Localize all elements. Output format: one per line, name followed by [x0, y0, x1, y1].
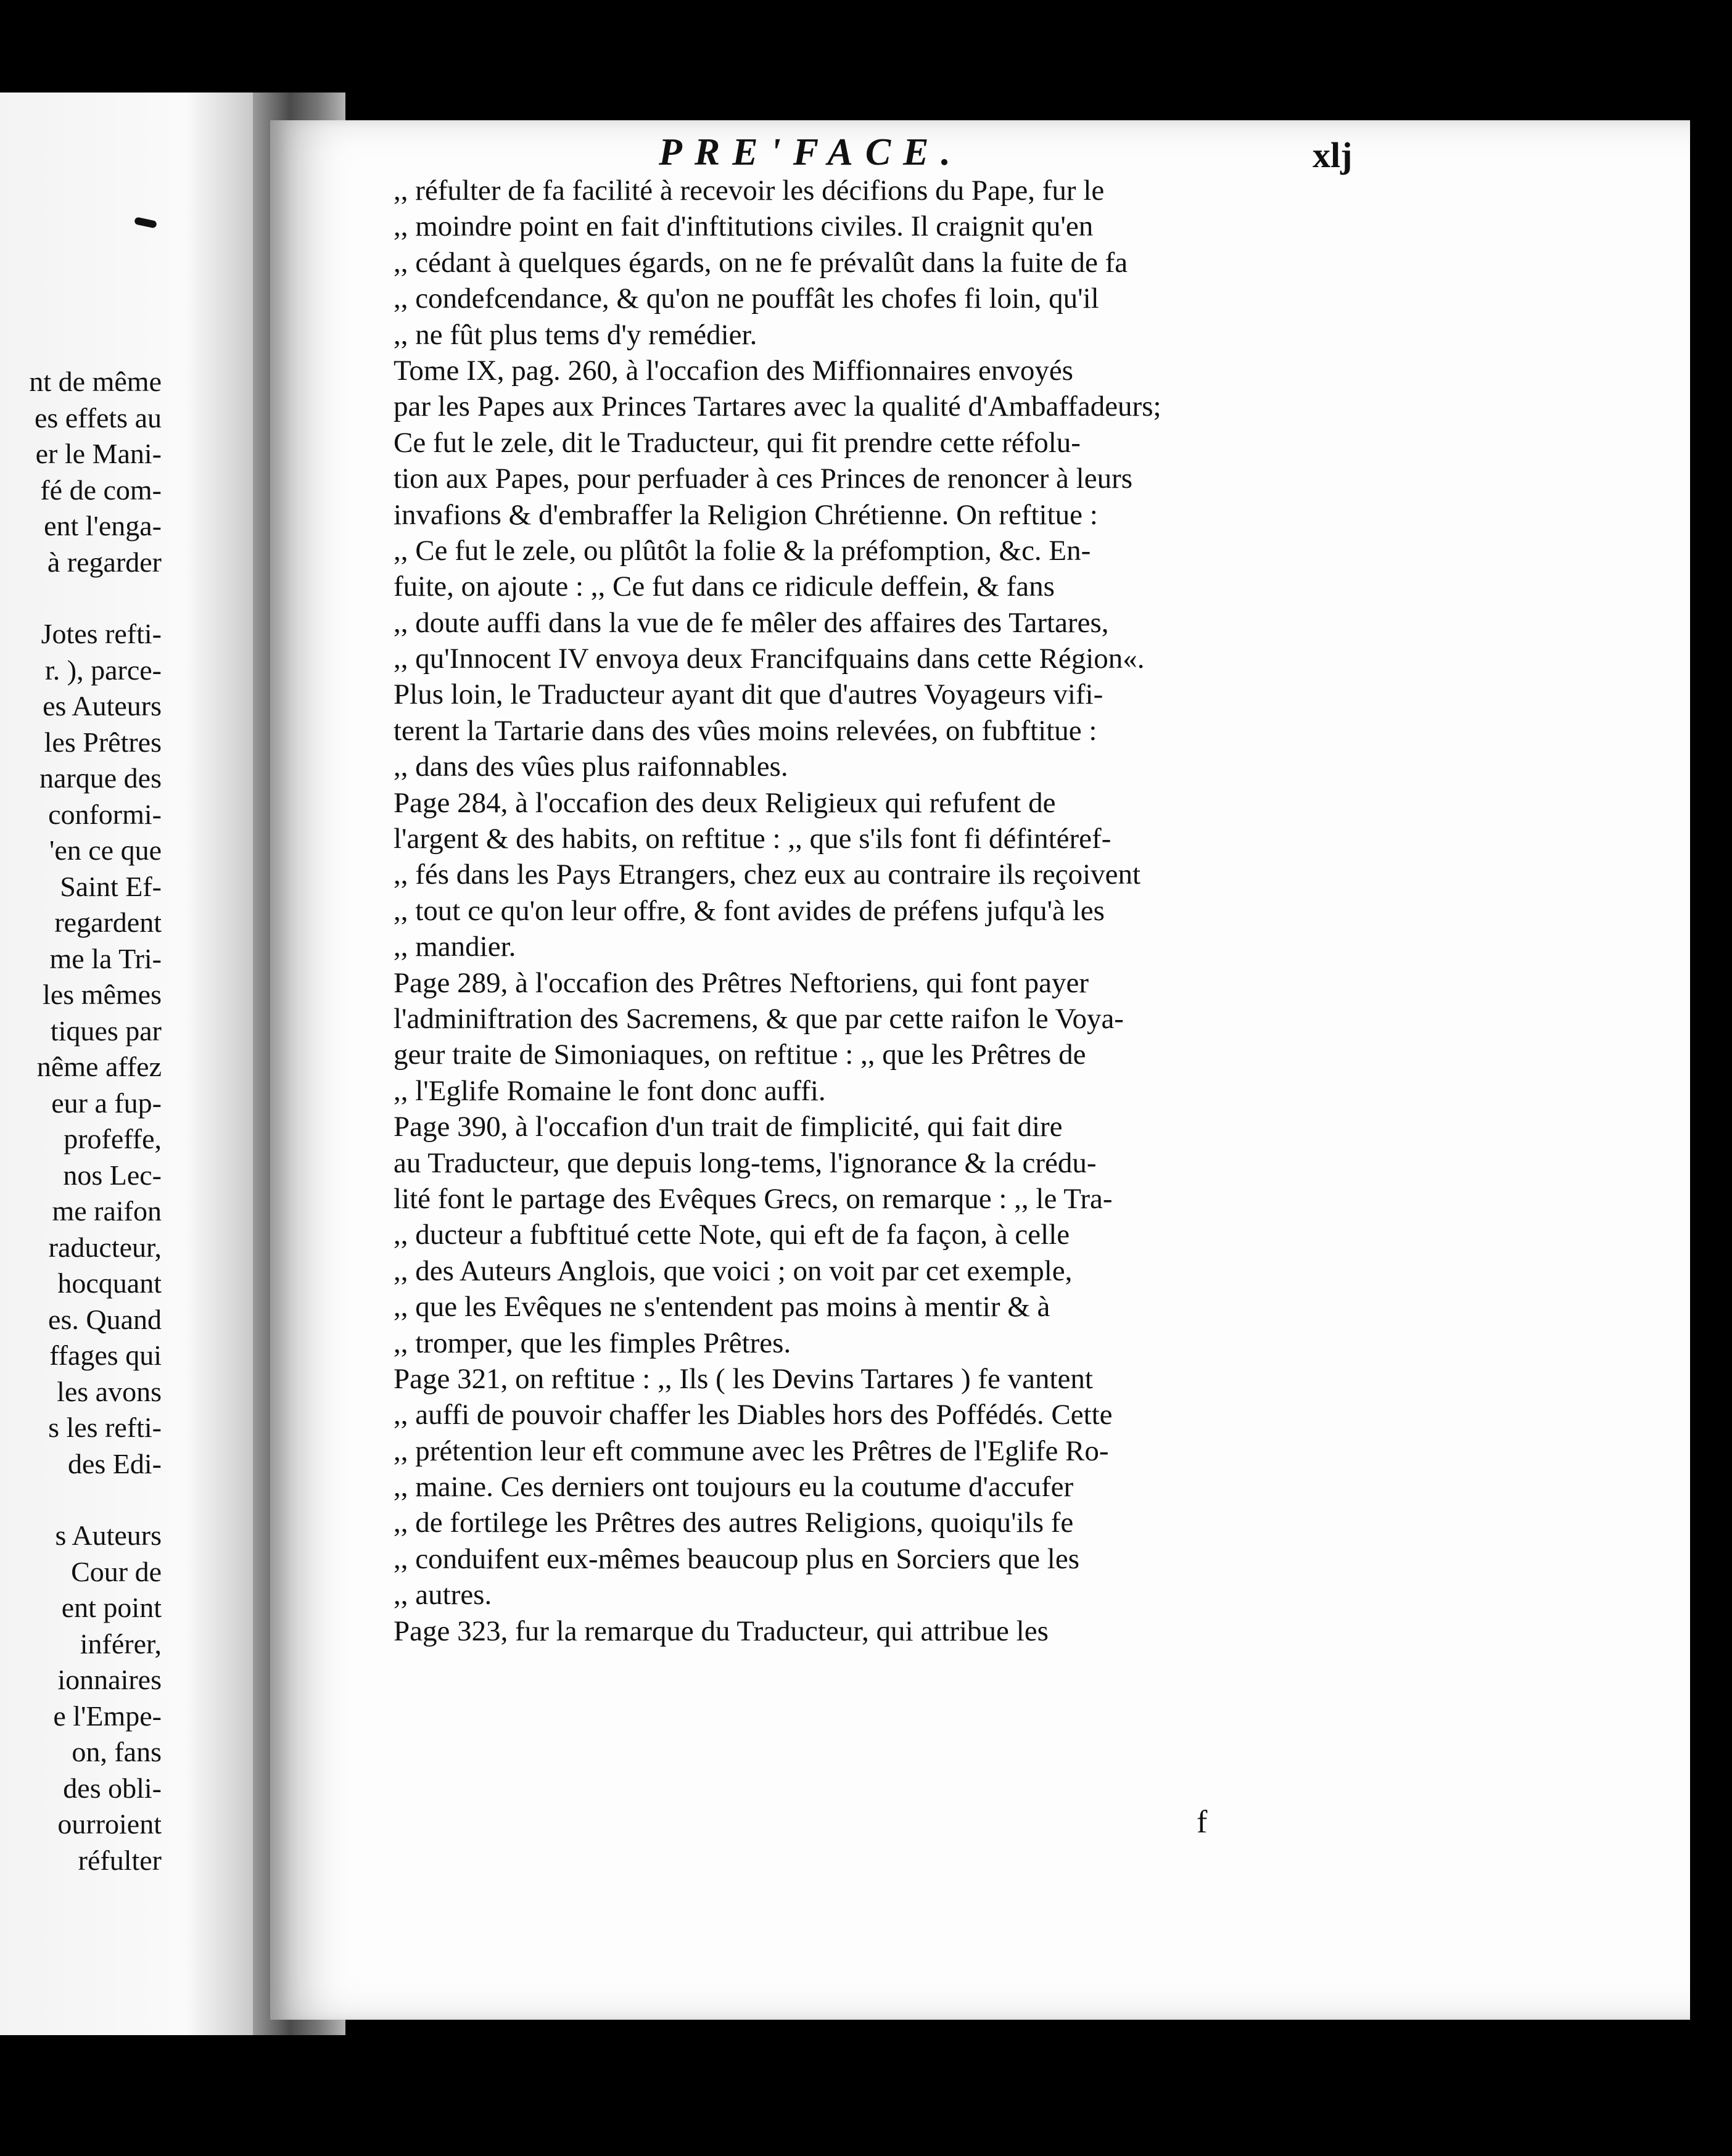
text-line: ,, ducteur a fubftitué cette Note, qui eft de fa façon, à celle: [394, 1219, 1070, 1251]
left-page-line: les avons: [57, 1375, 162, 1407]
text-line: Ce fut le zele, dit le Traducteur, qui fit prendre cette réfolu-: [394, 426, 1081, 459]
left-page-line: tiques par: [50, 1014, 162, 1047]
text-line: ,, autres.: [394, 1579, 492, 1611]
text-line: ,, dans des vûes plus raifonnables.: [394, 751, 788, 783]
text-line: ,, tromper, que les fimples Prêtres.: [394, 1327, 791, 1359]
text-line: ,, cédant à quelques égards, on ne fe prévalût dans la fuite de fa: [394, 246, 1128, 279]
left-page-line: 'en ce que: [49, 834, 162, 866]
text-line: ,, réfulter de fa facilité à recevoir les décifions du Pape, fur le: [394, 175, 1105, 207]
left-page-line: ent l'enga-: [44, 510, 162, 541]
left-page-gap: [0, 1482, 265, 1518]
text-line: l'argent & des habits, on reftitue : ,, que s'ils font fi défintéref-: [394, 823, 1111, 855]
left-page-line: ourroient: [57, 1808, 162, 1840]
text-line: ,, que les Evêques ne s'entendent pas moins à mentir & à: [394, 1291, 1050, 1323]
left-page-line: à regarder: [47, 546, 162, 578]
text-line: ,, fés dans les Pays Etrangers, chez eux au contraire ils reçoivent: [394, 858, 1141, 891]
text-line: Page 289, à l'occafion des Prêtres Neftoriens, qui font payer: [394, 966, 1089, 999]
left-page-line: es. Quand: [48, 1303, 162, 1335]
text-line: l'adminiftration des Sacremens, & que par cette raifon le Voya-: [394, 1002, 1124, 1035]
left-page-line: des Edi-: [67, 1447, 162, 1479]
text-line: tion aux Papes, pour perfuader à ces Princes de renoncer à leurs: [394, 463, 1133, 495]
left-page-line: fé de com-: [40, 474, 162, 506]
text-line: invafions & d'embraffer la Religion Chrétienne. On reftitue :: [394, 498, 1098, 531]
text-line: lité font le partage des Evêques Grecs, on remarque : ,, le Tra-: [394, 1182, 1113, 1215]
left-page-line: Jotes refti-: [41, 618, 162, 649]
left-page-line: on, fans: [72, 1736, 162, 1767]
text-line: ,, prétention leur eft commune avec les Prêtres de l'Eglife Ro-: [394, 1434, 1109, 1467]
ink-mark: [134, 216, 157, 228]
left-page-line: me raifon: [52, 1195, 162, 1227]
left-page-line: ionnaires: [57, 1664, 162, 1695]
running-title: PRE'FACE.: [659, 131, 963, 173]
left-page-line: e l'Empe-: [53, 1700, 162, 1732]
left-page-line: des obli-: [63, 1772, 162, 1804]
text-line: Page 323, fur la remarque du Traducteur, qui attribue les: [394, 1615, 1049, 1647]
signature-mark: f: [1197, 1804, 1208, 1840]
text-line: au Traducteur, que depuis long-tems, l'ignorance & la crédu-: [394, 1146, 1097, 1179]
text-line: ,, qu'Innocent IV envoya deux Francifquains dans cette Région«.: [394, 643, 1145, 675]
left-page-line: regardent: [54, 907, 162, 938]
text-line: ,, maine. Ces derniers ont toujours eu la coutume d'accufer: [394, 1471, 1074, 1504]
left-page: [0, 93, 265, 2035]
text-line: geur traite de Simoniaques, on reftitue : ,, que les Prêtres de: [394, 1039, 1086, 1071]
left-page-line: nt de même: [29, 366, 162, 397]
page-number: xlj: [1313, 135, 1353, 175]
text-line: ,, mandier.: [394, 931, 516, 963]
text-line: ,, l'Eglife Romaine le font donc auffi.: [394, 1074, 826, 1107]
text-line: ,, tout ce qu'on leur offre, & font avides de préfens jufqu'à les: [394, 894, 1105, 927]
text-line: fuite, on ajoute : ,, Ce fut dans ce ridicule deffein, & fans: [394, 570, 1055, 603]
text-line: ,, ne fût plus tems d'y remédier.: [394, 318, 757, 351]
left-page-line: me la Tri-: [49, 942, 162, 974]
text-line: ,, conduifent eux-mêmes beaucoup plus en Sorciers que les: [394, 1542, 1080, 1575]
left-page-line: eur a fup-: [51, 1087, 162, 1119]
left-page-line: nos Lec-: [63, 1159, 162, 1191]
left-page-line: les Prêtres: [44, 726, 162, 758]
text-line: ,, moindre point en fait d'inftitutions civiles. Il craignit qu'en: [394, 210, 1094, 243]
text-line: Plus loin, le Traducteur ayant dit que d'autres Voyageurs vifi-: [394, 678, 1103, 711]
left-page-line: raducteur,: [48, 1231, 162, 1263]
body-text: [394, 173, 1319, 1649]
left-page-line: les mêmes: [43, 979, 162, 1010]
left-page-line: inférer,: [80, 1627, 162, 1660]
text-line: ,, de fortilege les Prêtres des autres Religions, quoiqu'ils fe: [394, 1507, 1074, 1539]
left-page-line: Saint Ef-: [60, 870, 162, 902]
left-page-line: es effets au: [34, 401, 162, 434]
left-page-line: hocquant: [57, 1267, 162, 1299]
left-page-line: nême affez: [36, 1051, 162, 1082]
left-page-line: ent point: [61, 1592, 162, 1623]
left-page-line: s Auteurs: [55, 1520, 162, 1551]
text-line: terent la Tartarie dans des vûes moins relevées, on fubftitue :: [394, 714, 1097, 747]
text-line: ,, condefcendance, & qu'on ne pouffât les chofes fi loin, qu'il: [394, 282, 1099, 315]
left-page-line: r. ), parce-: [45, 654, 162, 686]
left-page-line: ffages qui: [49, 1339, 162, 1371]
text-line: ,, des Auteurs Anglois, que voici ; on voit par cet exemple,: [394, 1254, 1073, 1287]
left-page-line: narque des: [39, 762, 162, 794]
text-line: ,, doute auffi dans la vue de fe mêler des affaires des Tartares,: [394, 606, 1109, 639]
left-page-line: s les refti-: [48, 1412, 162, 1443]
text-line: ,, Ce fut le zele, ou plûtôt la folie & la préfomption, &c. En-: [394, 534, 1091, 567]
left-page-text: [0, 364, 265, 1878]
left-page-gap: [0, 580, 265, 616]
text-line: Page 284, à l'occafion des deux Religieux qui refufent de: [394, 786, 1056, 819]
left-page-line: Cour de: [71, 1555, 162, 1587]
text-line: par les Papes aux Princes Tartares avec la qualité d'Ambaffadeurs;: [394, 390, 1161, 423]
left-page-line: es Auteurs: [43, 690, 162, 722]
text-line: Page 390, à l'occafion d'un trait de fimplicité, qui fait dire: [394, 1111, 1063, 1143]
text-line: Page 321, on reftitue : ,, Ils ( les Devins Tartares ) fe vantent: [394, 1362, 1093, 1395]
left-page-line: conformi-: [48, 798, 162, 830]
left-page-line: profeffe,: [64, 1123, 162, 1154]
text-line: Tome IX, pag. 260, à l'occafion des Miffionnaires envoyés: [394, 354, 1073, 387]
text-line: ,, auffi de pouvoir chaffer les Diables hors des Poffédés. Cette: [394, 1399, 1113, 1431]
left-page-line: réfulter: [78, 1844, 162, 1876]
left-page-line: er le Mani-: [35, 438, 162, 469]
